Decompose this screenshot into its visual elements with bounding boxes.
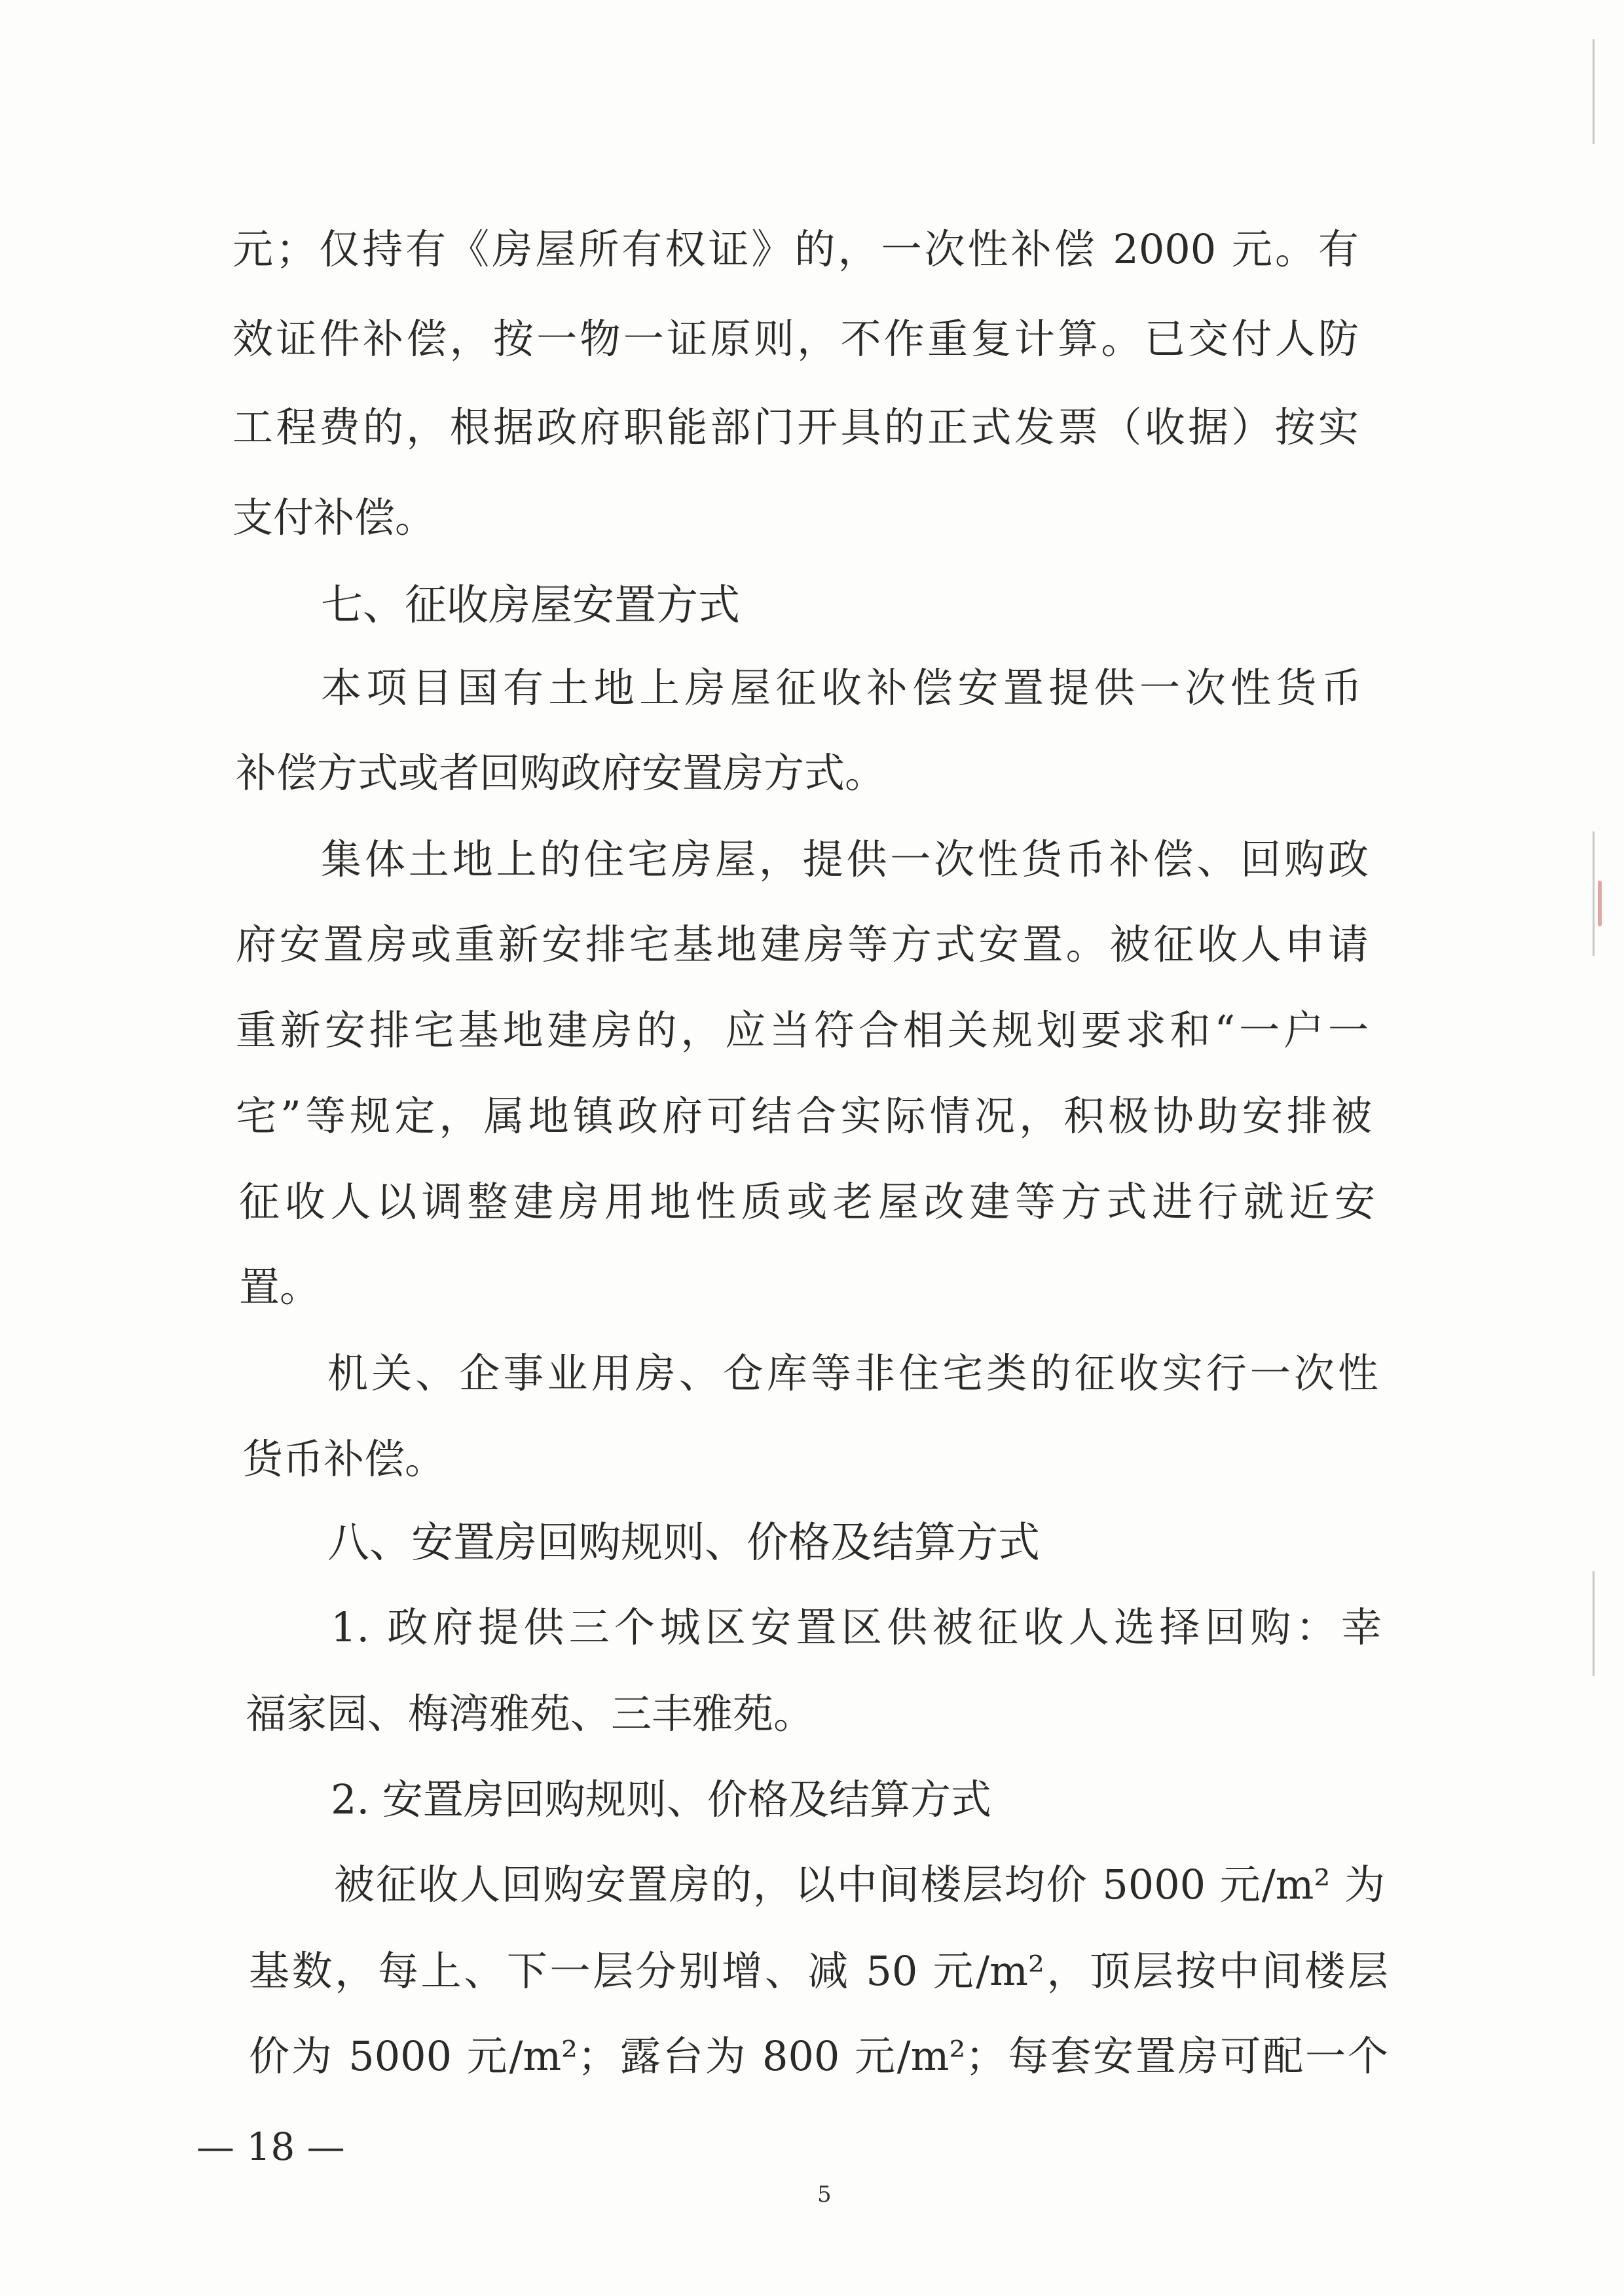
- body-line: 被征收人回购安置房的，以中间楼层均价 5000 元/m² 为: [334, 1861, 1385, 1908]
- body-line: 基数，每上、下一层分别增、减 50 元/m²，顶层按中间楼层: [249, 1947, 1388, 1995]
- body-line: 效证件补偿，按一物一证原则，不作重复计算。已交付人防: [232, 315, 1359, 363]
- body-line: 福家园、梅湾雅苑、三丰雅苑。: [246, 1690, 815, 1738]
- body-line: 工程费的，根据政府职能部门开具的正式发票（收据）按实: [232, 403, 1359, 451]
- body-line: 重新安排宅基地建房的，应当符合相关规划要求和“一户一: [236, 1006, 1369, 1054]
- page-number: — 18 —: [196, 2124, 345, 2169]
- body-line: 支付补偿。: [232, 494, 436, 541]
- body-line: 价为 5000 元/m²；露台为 800 元/m²；每套安置房可配一个: [249, 2032, 1388, 2080]
- binding-mark: [1598, 881, 1602, 926]
- body-line: 1. 政府提供三个城区安置区供被征收人选择回购：幸: [331, 1603, 1382, 1651]
- body-line: 2. 安置房回购规则、价格及结算方式: [331, 1776, 991, 1823]
- body-line: 府安置房或重新安排宅基地建房等方式安置。被征收人申请: [236, 920, 1369, 968]
- body-line: 补偿方式或者回购政府安置房方式。: [236, 749, 886, 797]
- body-line: 集体土地上的住宅房屋，提供一次性货币补偿、回购政: [321, 835, 1369, 883]
- sheet-number: 5: [817, 2181, 832, 2208]
- body-line: 元；仅持有《房屋所有权证》的，一次性补偿 2000 元。有: [232, 225, 1359, 273]
- section-heading-8: 八、安置房回购规则、价格及结算方式: [327, 1519, 1040, 1567]
- body-line: 宅”等规定，属地镇政府可结合实际情况，积极协助安排被: [236, 1092, 1372, 1140]
- body-line: 机关、企事业用房、仓库等非住宅类的征收实行一次性: [327, 1349, 1378, 1397]
- scan-margin-mark: [1593, 39, 1595, 144]
- section-heading-7: 七、征收房屋安置方式: [321, 581, 740, 630]
- body-line: 征收人以调整建房用地性质或老屋改建等方式进行就近安: [239, 1178, 1375, 1226]
- scan-margin-mark: [1593, 1571, 1595, 1676]
- body-line: 本项目国有土地上房屋征收补偿安置提供一次性货币: [321, 664, 1362, 712]
- scan-margin-mark: [1593, 831, 1595, 956]
- body-line: 货币补偿。: [242, 1435, 446, 1483]
- body-line: 置。: [239, 1263, 321, 1311]
